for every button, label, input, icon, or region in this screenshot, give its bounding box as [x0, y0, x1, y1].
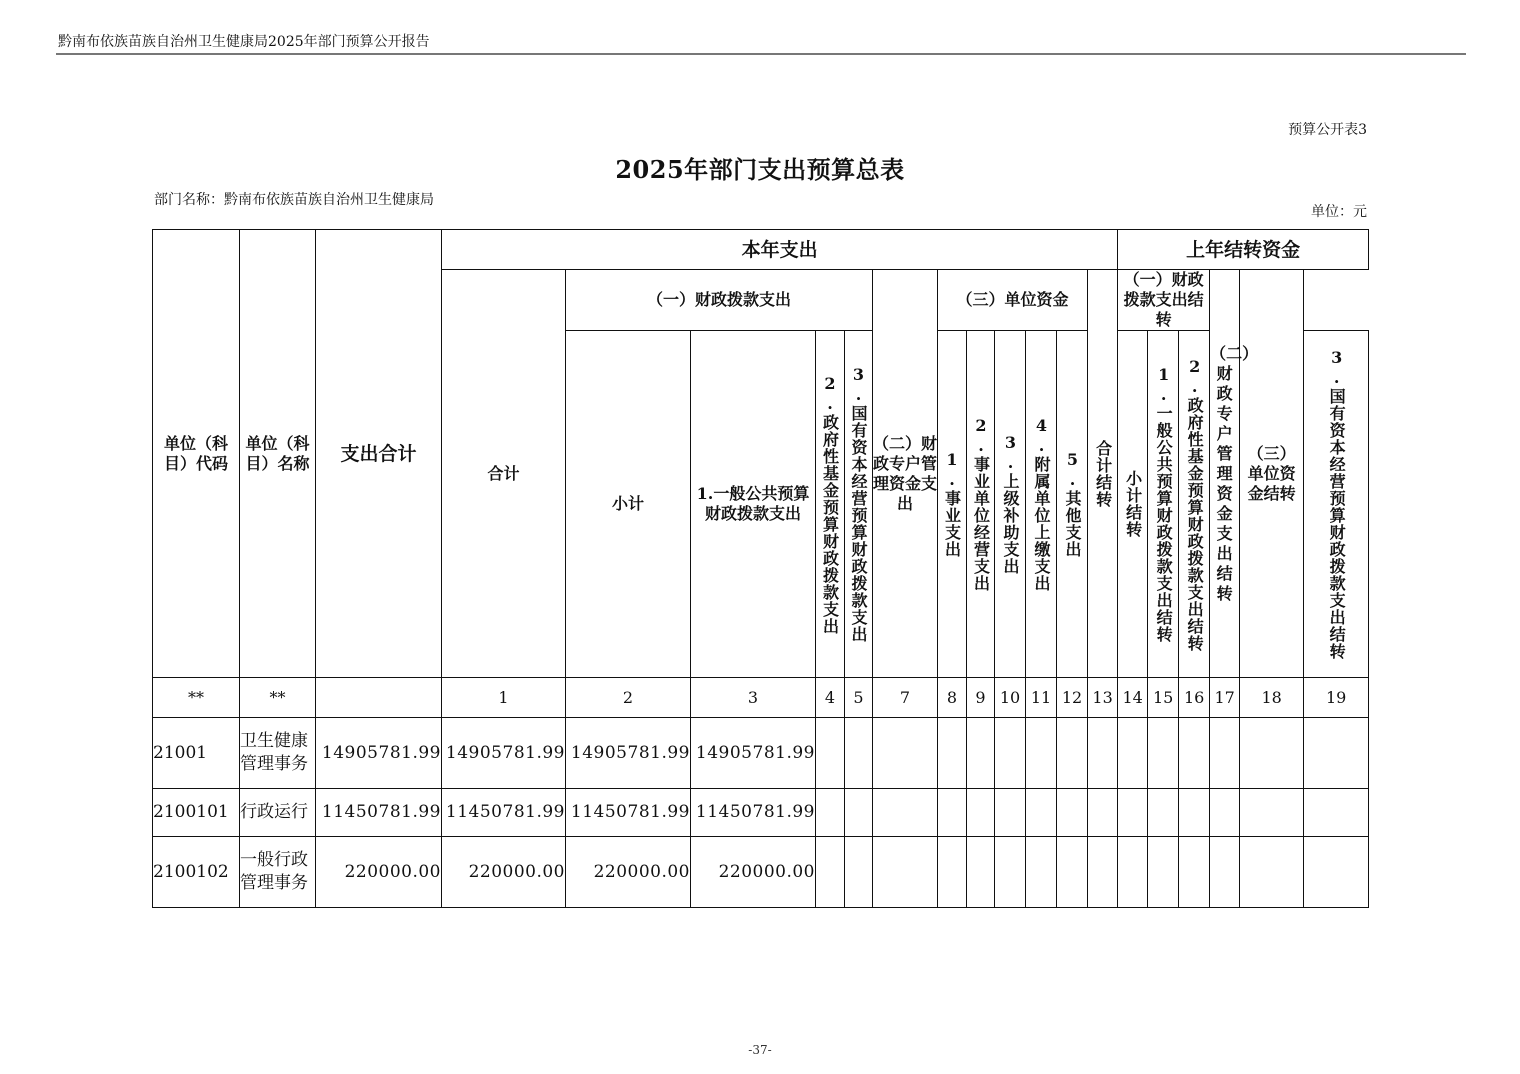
header-divider: [56, 53, 1466, 55]
row-sum: 14905781.99: [442, 718, 566, 789]
empty-cell: [1026, 789, 1057, 837]
header-unit-funds: （三）单位资金: [938, 270, 1088, 331]
empty-cell: [1179, 789, 1210, 837]
column-number: **: [240, 678, 316, 718]
row-general: 14905781.99: [691, 718, 816, 789]
column-number: 12: [1057, 678, 1088, 718]
column-number: 7: [873, 678, 938, 718]
empty-cell: [873, 789, 938, 837]
row-sum: 220000.00: [442, 837, 566, 908]
row-subtotal: 220000.00: [566, 837, 691, 908]
column-number-row: [153, 678, 1369, 718]
empty-cell: [967, 789, 995, 837]
empty-cell: [1210, 718, 1240, 789]
column-number: 13: [1088, 678, 1118, 718]
empty-cell: [1179, 837, 1210, 908]
column-number: 1: [442, 678, 566, 718]
column-number: 16: [1179, 678, 1210, 718]
header-affiliated-payment: 4.附属单位上缴支出: [1026, 331, 1057, 678]
empty-cell: [816, 789, 845, 837]
column-number: 14: [1118, 678, 1148, 718]
header-carryover-subtotal: 小计结转: [1118, 331, 1148, 678]
empty-cell: [1057, 718, 1088, 789]
column-number: 15: [1148, 678, 1179, 718]
row-code: 2100102: [153, 837, 240, 908]
empty-cell: [873, 837, 938, 908]
empty-cell: [816, 718, 845, 789]
table-title: 2025年部门支出预算总表: [615, 155, 905, 184]
header-superior-subsidy: 3.上级补助支出: [995, 331, 1026, 678]
empty-cell: [1057, 837, 1088, 908]
row-general: 11450781.99: [691, 789, 816, 837]
empty-cell: [1304, 789, 1369, 837]
header-code: 单位（科目）代码: [153, 230, 240, 678]
header-fiscal-allocation: （一）财政拨款支出: [566, 270, 873, 331]
header-subtotal: 小计: [566, 331, 691, 678]
unit-label: 单位：元: [1311, 204, 1367, 220]
column-number: 2: [566, 678, 691, 718]
header-special-account: （二）财政专户管理资金支出: [873, 270, 938, 678]
empty-cell: [1304, 837, 1369, 908]
table-row: [153, 789, 1369, 837]
empty-cell: [1148, 789, 1179, 837]
empty-cell: [938, 789, 967, 837]
empty-cell: [845, 837, 873, 908]
page-number: -37-: [748, 1043, 772, 1057]
header-carryover-unit: （三）单位资金结转: [1240, 270, 1304, 678]
empty-cell: [938, 837, 967, 908]
page-header: 黔南布依族苗族自治州卫生健康局2025年部门预算公开报告: [58, 34, 430, 50]
row-subtotal: 11450781.99: [566, 789, 691, 837]
row-total: 220000.00: [316, 837, 442, 908]
header-carryover-special: （二）财政专户管理资金支出结转: [1210, 270, 1240, 678]
column-number: 18: [1240, 678, 1304, 718]
table-row: [153, 718, 1369, 789]
header-carryover: 上年结转资金: [1118, 230, 1369, 270]
empty-cell: [1179, 718, 1210, 789]
row-name: 一般行政管理事务: [240, 837, 316, 908]
column-number: [316, 678, 442, 718]
empty-cell: [1118, 837, 1148, 908]
empty-cell: [1240, 837, 1304, 908]
column-number: 8: [938, 678, 967, 718]
empty-cell: [845, 718, 873, 789]
empty-cell: [1057, 789, 1088, 837]
empty-cell: [967, 837, 995, 908]
header-carryover-state-capital: 3.国有资本经营预算财政拨款支出结转: [1304, 331, 1369, 678]
table-row: [153, 837, 1369, 908]
empty-cell: [995, 789, 1026, 837]
header-general-public: 1.一般公共预算财政拨款支出: [691, 331, 816, 678]
column-number: **: [153, 678, 240, 718]
header-carryover-total: 合计结转: [1088, 270, 1118, 678]
header-gov-fund: 2.政府性基金预算财政拨款支出: [816, 331, 845, 678]
header-operating-expense: 2.事业单位经营支出: [967, 331, 995, 678]
empty-cell: [816, 837, 845, 908]
empty-cell: [845, 789, 873, 837]
empty-cell: [1304, 718, 1369, 789]
empty-cell: [1088, 789, 1118, 837]
form-number: 预算公开表3: [1288, 122, 1367, 138]
empty-cell: [1240, 718, 1304, 789]
empty-cell: [1240, 789, 1304, 837]
empty-cell: [1088, 837, 1118, 908]
empty-cell: [1210, 789, 1240, 837]
empty-cell: [938, 718, 967, 789]
header-carryover-general: 1.一般公共预算财政拨款支出结转: [1148, 331, 1179, 678]
header-other-expense: 5.其他支出: [1057, 331, 1088, 678]
header-name: 单位（科目）名称: [240, 230, 316, 678]
empty-cell: [967, 718, 995, 789]
column-number: 11: [1026, 678, 1057, 718]
header-current-year: 本年支出: [442, 230, 1118, 270]
row-name: 卫生健康管理事务: [240, 718, 316, 789]
column-number: 19: [1304, 678, 1369, 718]
header-carryover-fiscal: （一）财政拨款支出结转: [1118, 270, 1210, 331]
header-sum: 合计: [442, 270, 566, 678]
header-state-capital: 3.国有资本经营预算财政拨款支出: [845, 331, 873, 678]
empty-cell: [1148, 837, 1179, 908]
empty-cell: [1026, 718, 1057, 789]
header-business-expense: 1.事业支出: [938, 331, 967, 678]
row-general: 220000.00: [691, 837, 816, 908]
column-number: 10: [995, 678, 1026, 718]
column-number: 4: [816, 678, 845, 718]
empty-cell: [1210, 837, 1240, 908]
column-number: 3: [691, 678, 816, 718]
row-code: 21001: [153, 718, 240, 789]
empty-cell: [873, 718, 938, 789]
empty-cell: [995, 718, 1026, 789]
empty-cell: [1026, 837, 1057, 908]
column-number: 17: [1210, 678, 1240, 718]
header-carryover-gov-fund: 2.政府性基金预算财政拨款支出结转: [1179, 331, 1210, 678]
empty-cell: [995, 837, 1026, 908]
empty-cell: [1118, 718, 1148, 789]
row-name: 行政运行: [240, 789, 316, 837]
row-subtotal: 14905781.99: [566, 718, 691, 789]
empty-cell: [1118, 789, 1148, 837]
department-label: 部门名称：黔南布依族苗族自治州卫生健康局: [154, 192, 434, 208]
row-total: 14905781.99: [316, 718, 442, 789]
column-number: 9: [967, 678, 995, 718]
header-total: 支出合计: [316, 230, 442, 678]
row-code: 2100101: [153, 789, 240, 837]
empty-cell: [1088, 718, 1118, 789]
row-sum: 11450781.99: [442, 789, 566, 837]
column-number: 5: [845, 678, 873, 718]
row-total: 11450781.99: [316, 789, 442, 837]
budget-table: [152, 229, 1369, 908]
empty-cell: [1148, 718, 1179, 789]
